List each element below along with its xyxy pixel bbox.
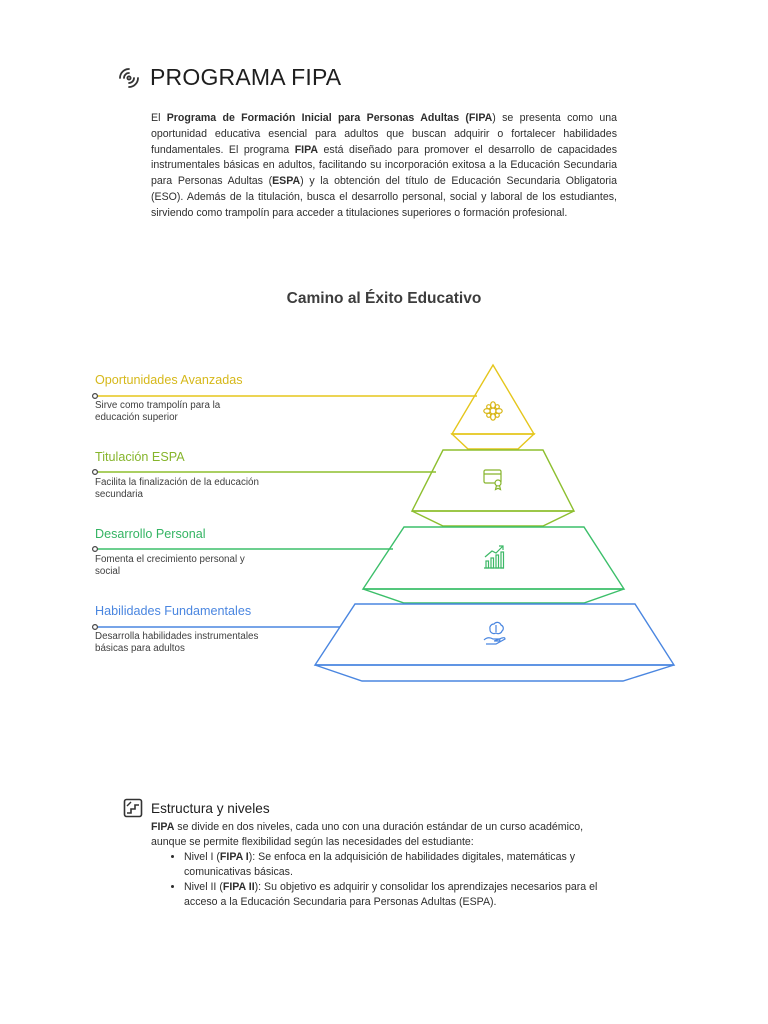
section-text: se divide en dos niveles, cada uno con una duración estándar de un curso académico, aunque se permite flexibilidad según las necesidades del estudiante: — [151, 821, 584, 848]
level-label-2 — [95, 449, 335, 501]
list-item-pre: Nivel II ( — [184, 881, 223, 893]
intro-text-3: está diseñado para promover el desarrollo de capacidades instrumentales básicas en adultos, facilitando su incorporación exitosa a la Educación Secundaria para Personas Adultas ( — [151, 143, 617, 188]
level-title-2: Titulación ESPA — [95, 450, 185, 464]
list-item-post: ): Su objetivo es adquirir y consolidar los aprendizajes necesarios para el acceso a la Educación Secundaria para Personas Adultas (ESPA). — [184, 881, 598, 908]
intro-bold-2: FIPA — [294, 143, 319, 156]
diagram-title: Camino al Éxito Educativo — [286, 290, 482, 307]
level-title-4: Habilidades Fundamentales — [95, 604, 252, 618]
level-label-1 — [95, 372, 335, 424]
stairs-icon — [123, 798, 143, 818]
level-desc-3: Fomenta el crecimiento personal y social — [95, 554, 245, 578]
intro-bold-1: Programa de Formación Inicial para Personas Adultas (FIPA — [166, 112, 493, 124]
certificate-icon — [484, 470, 501, 490]
section-bold: FIPA — [151, 821, 175, 833]
section-heading — [123, 798, 270, 818]
list-item-pre: Nivel I ( — [184, 851, 220, 863]
intro-text-1: El — [151, 112, 167, 124]
list-item-post: ): Se enfoca en la adquisición de habilidades digitales, matemáticas y comunicativas básicas. — [184, 851, 575, 878]
intro-text-4: ) y la obtención del título de Educación Secundaria Obligatoria (ESO). Además de la titulación, busca el desarrollo personal, social y laboral de los estudiantes, sirviendo como trampolín para acceder a titulaciones superiores o formación profesional. — [151, 175, 617, 219]
level-desc-2: Facilita la finalización de la educación secundaria — [95, 477, 259, 501]
level-title-1: Oportunidades Avanzadas — [95, 373, 243, 387]
level-title-3: Desarrollo Personal — [95, 527, 206, 541]
section-paragraph — [151, 820, 621, 850]
intro-text-2: ) se presenta como una oportunidad educativa esencial para adultos que buscan adquirir o fortalecer habilidades fundamentales. El programa — [151, 112, 617, 156]
brain-hand-icon — [484, 622, 505, 644]
list-item — [184, 850, 621, 880]
level-label-3 — [95, 526, 335, 578]
growth-chart-icon — [484, 546, 504, 568]
list-item — [184, 880, 621, 910]
level-desc-4: Desarrolla habilidades instrumentales básicas para adultos — [95, 631, 259, 655]
flower-icon — [484, 402, 502, 420]
level-label-4 — [95, 603, 335, 655]
intro-bold-3: ESPA — [272, 175, 301, 188]
list-item-bold: FIPA I — [219, 851, 249, 863]
page-title: PROGRAMA FIPA — [150, 64, 342, 90]
section-title: Estructura y niveles — [151, 800, 270, 816]
list-item-bold: FIPA II — [222, 881, 255, 893]
level-desc-1: Sirve como trampolín para la educación superior — [95, 400, 221, 424]
section-body — [151, 820, 621, 910]
level-list — [151, 850, 621, 910]
